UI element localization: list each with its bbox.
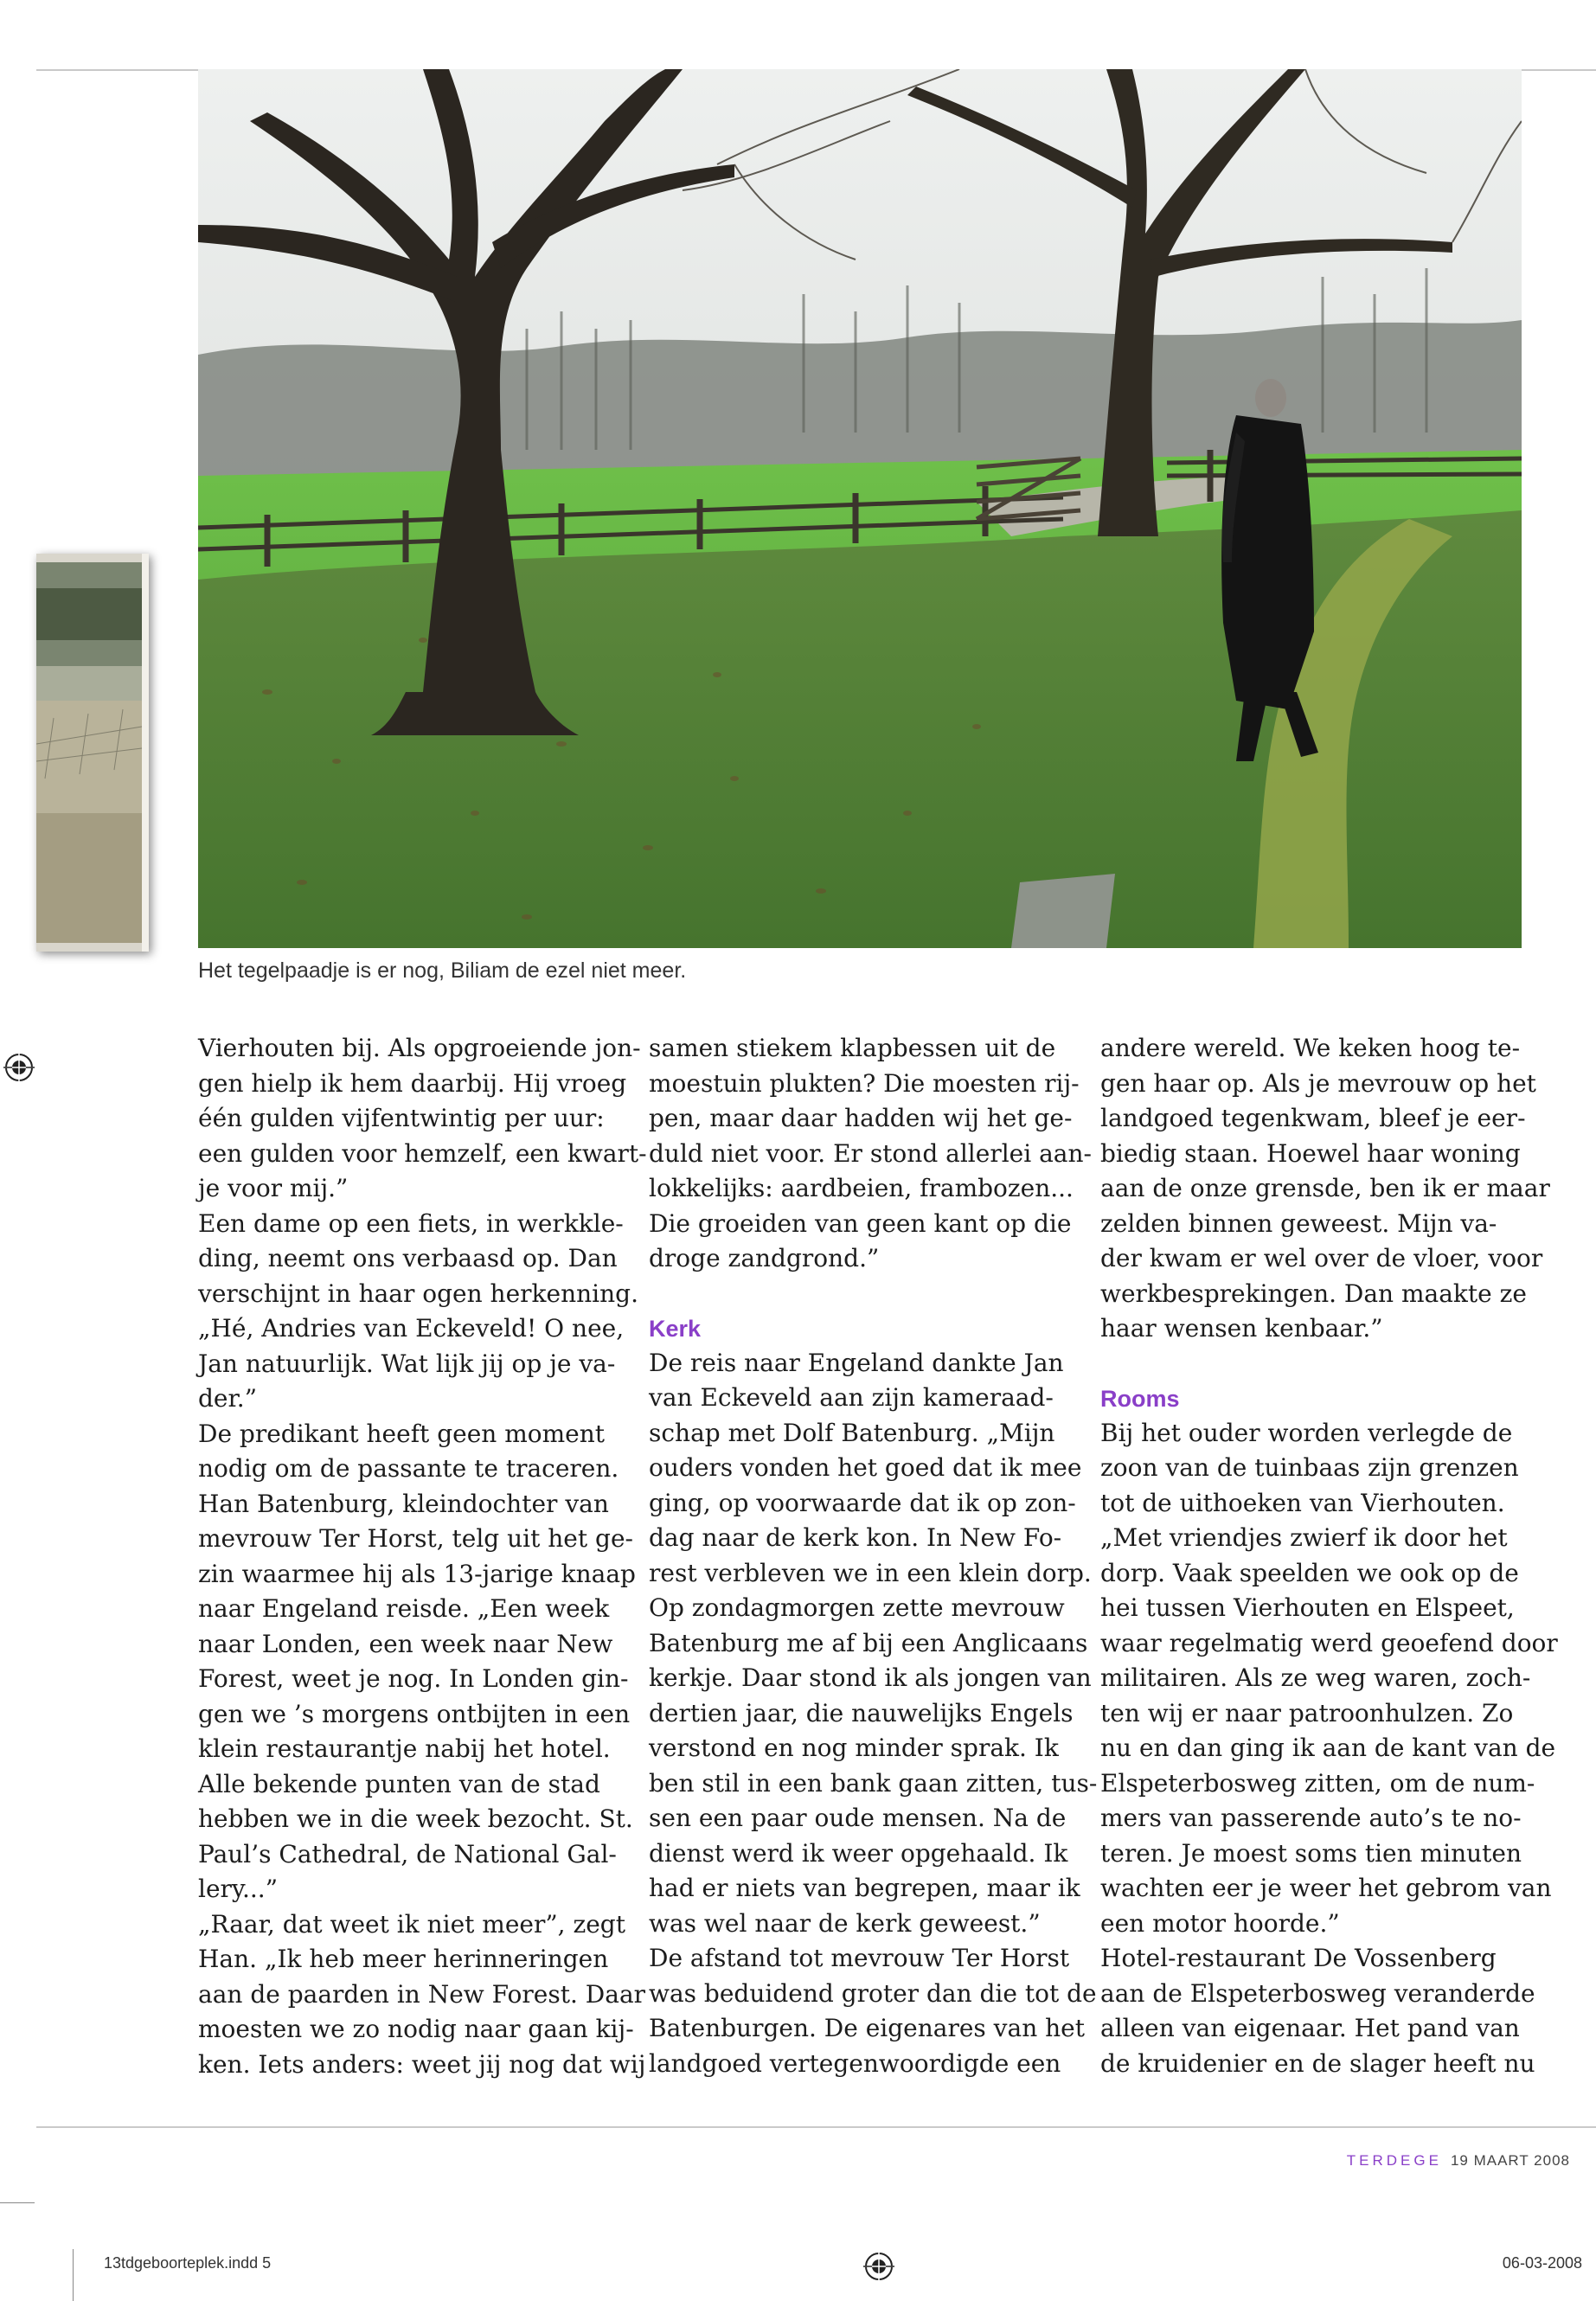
text-line: een motor hoorde.” (1100, 1908, 1340, 1938)
text-line: zin waarmee hij als 13-jarige knaap (198, 1559, 636, 1588)
text-line: naar Engeland reisde. „Een week (198, 1594, 610, 1623)
text-line: moesten we zo nodig naar gaan kij- (198, 2015, 634, 2043)
text-line: Batenburg me af bij een Anglicaans (649, 1628, 1088, 1657)
slug-filename: 13tdgeboorteplek.indd 5 (104, 2254, 272, 2272)
text-line: „Hé, Andries van Eckeveld! O nee, (198, 1314, 625, 1343)
text-line: gen haar op. Als je mevrouw op het (1100, 1068, 1536, 1098)
text-line: rest verbleven we in een klein dorp. (649, 1558, 1092, 1587)
paragraph (1100, 1031, 1550, 1347)
text-line: verstond en nog minder sprak. Ik (649, 1734, 1059, 1762)
crop-mark (73, 2249, 74, 2301)
text-line: aan de onze grensde, ben ik er maar (1100, 1174, 1550, 1202)
text-line: wachten eer je weer het gebrom van (1100, 1874, 1552, 1902)
paragraph (198, 1417, 635, 1907)
folio (1241, 2152, 1596, 2170)
text-line: duld niet voor. Er stond allerlei aan- (649, 1138, 1092, 1168)
text-line: lery...” (198, 1875, 279, 1903)
text-line: was wel naar de kerk geweest.” (649, 1908, 1041, 1938)
text-line: een gulden voor hemzelf, een kwart- (198, 1138, 647, 1168)
bottom-rule (36, 2126, 1596, 2128)
text-line: gen we ’s morgens ontbijten in een (198, 1699, 631, 1728)
text-line: militairen. Als ze weg waren, zoch- (1100, 1663, 1531, 1692)
text-line: Han Batenburg, kleindochter van (198, 1489, 609, 1518)
photo-caption: Het tegelpaadje is er nog, Biliam de ezel niet meer. (198, 958, 687, 983)
text-line: ging, op voorwaarde dat ik op zon- (649, 1488, 1076, 1517)
text-line: der.” (198, 1384, 258, 1413)
text-line: ouders vonden het goed dat ik mee (649, 1453, 1082, 1482)
text-line: Forest, weet je nog. In Londen gin- (198, 1664, 629, 1693)
text-line: hebben we in die week bezocht. St. (198, 1804, 633, 1833)
text-line: de kruidenier en de slager heeft nu (1100, 2048, 1535, 2078)
text-line: van Eckeveld aan zijn kameraad- (649, 1383, 1054, 1412)
text-line: alleen van eigenaar. Het pand van (1100, 2014, 1520, 2042)
text-line: Alle bekende punten van de stad (198, 1769, 600, 1798)
text-line: mevrouw Ter Horst, telg uit het ge- (198, 1524, 633, 1553)
text-line: kerkje. Daar stond ik als jongen van (649, 1663, 1092, 1692)
issue-date: 19 MAART 2008 (1450, 2152, 1570, 2169)
text-line: nodig om de passante te traceren. (198, 1454, 619, 1483)
slug-date: 06-03-2008 (1502, 2254, 1582, 2272)
text-line: was beduidend groter dan die tot de (649, 1978, 1097, 2008)
text-line: De reis naar Engeland dankte Jan (649, 1348, 1064, 1377)
text-line: Elspeterbosweg zitten, om de num- (1100, 1768, 1535, 1798)
text-line: Bij het ouder worden verlegde de (1100, 1418, 1513, 1447)
text-column-3 (1100, 1031, 1558, 2081)
paragraph (649, 1941, 1097, 2081)
text-line: ding, neemt ons verbaasd op. Dan (198, 1244, 618, 1272)
text-line: der kwam er wel over de vloer, voor (1100, 1244, 1543, 1272)
text-line: hei tussen Vierhouten en Elspeet, (1100, 1593, 1515, 1622)
registration-mark-icon (863, 2251, 894, 2282)
text-line: tot de uithoeken van Vierhouten. (1100, 1488, 1505, 1517)
text-line: teren. Je moest soms tien minuten (1100, 1838, 1522, 1868)
text-line: ben stil in een bank gaan zitten, tus- (649, 1768, 1098, 1798)
text-line: aan de paarden in New Forest. Daar (198, 1979, 646, 2009)
paragraph (1100, 1416, 1558, 1942)
park-photo (198, 69, 1522, 948)
text-line: naar Londen, een week naar New (198, 1629, 613, 1658)
text-line: aan de Elspeterbosweg veranderde (1100, 1978, 1535, 2008)
paragraph (198, 1207, 638, 1417)
text-line: had er niets van begrepen, maar ik (649, 1874, 1080, 1902)
text-line: nu en dan ging ik aan de kant van de (1100, 1734, 1556, 1762)
text-line: Batenburgen. De eigenares van het (649, 2014, 1085, 2042)
text-line: De predikant heeft geen moment (198, 1419, 606, 1448)
text-line: dorp. Vaak speelden we ook op de (1100, 1558, 1519, 1587)
text-line: werkbesprekingen. Dan maakte ze (1100, 1279, 1527, 1308)
paragraph (198, 1031, 647, 1207)
text-line: „Met vriendjes zwierf ik door het (1100, 1523, 1508, 1552)
text-line: pen, maar daar hadden wij het ge- (649, 1104, 1073, 1132)
text-line: waar regelmatig werd geoefend door (1100, 1628, 1558, 1657)
text-line: Han. „Ik heb meer herinneringen (198, 1945, 609, 1973)
text-line: dertien jaar, die nauwelijks Engels (649, 1698, 1074, 1727)
paragraph (1100, 1941, 1537, 2081)
text-line: landgoed tegenkwam, bleef je eer- (1100, 1104, 1526, 1132)
paragraph (198, 1907, 646, 2083)
text-line: De afstand tot mevrouw Ter Horst (649, 1944, 1070, 1972)
text-line: één gulden vijfentwintig per uur: (198, 1104, 605, 1132)
text-line: Paul’s Cathedral, de National Gal- (198, 1839, 617, 1868)
text-line: mers van passerende auto’s te no- (1100, 1804, 1522, 1832)
text-line: ken. Iets anders: weet jij nog dat wij (198, 2049, 646, 2079)
text-line: „Raar, dat weet ik niet meer”, zegt (198, 1909, 625, 1939)
text-line: Jan natuurlijk. Wat lijk jij op je va- (198, 1349, 616, 1378)
section-heading: Rooms (1100, 1385, 1180, 1412)
text-line: landgoed vertegenwoordigde een (649, 2048, 1061, 2078)
paragraph (649, 1031, 1092, 1277)
text-line: sen een paar oude mensen. Na de (649, 1804, 1067, 1832)
text-line: haar wensen kenbaar.” (1100, 1314, 1383, 1343)
registration-mark-icon (3, 1052, 35, 1083)
text-line: Vierhouten bij. Als opgroeiende jon- (198, 1034, 641, 1062)
paragraph (649, 1346, 1098, 1942)
text-line: Die groeiden van geen kant op die (649, 1208, 1072, 1238)
text-line: dienst werd ik weer opgehaald. Ik (649, 1838, 1068, 1868)
text-line: je voor mij.” (198, 1174, 349, 1202)
text-line: andere wereld. We keken hoog te- (1100, 1034, 1521, 1062)
text-line: moestuin plukten? Die moesten rij- (649, 1068, 1080, 1098)
text-line: samen stiekem klapbessen uit de (649, 1034, 1056, 1062)
text-line: droge zandgrond.” (649, 1244, 880, 1272)
text-line: dag naar de kerk kon. In New Fo- (649, 1523, 1062, 1552)
text-line: zelden binnen geweest. Mijn va- (1100, 1208, 1497, 1238)
inset-photo (36, 554, 149, 952)
text-line: lokkelijks: aardbeien, frambozen... (649, 1174, 1074, 1202)
text-line: gen hielp ik hem daarbij. Hij vroeg (198, 1068, 627, 1098)
text-line: Op zondagmorgen zette mevrouw (649, 1593, 1065, 1622)
section-heading: Kerk (649, 1315, 702, 1342)
text-column-1 (198, 1031, 647, 2082)
text-column-2 (649, 1031, 1098, 2081)
text-line: schap met Dolf Batenburg. „Mijn (649, 1418, 1055, 1447)
text-line: Een dame op een fiets, in werkkle- (198, 1208, 624, 1238)
text-line: zoon van de tuinbaas zijn grenzen (1100, 1453, 1519, 1482)
crop-mark (0, 2202, 35, 2203)
text-line: klein restaurantje nabij het hotel. (198, 1734, 611, 1763)
magazine-name: TERDEGE (1346, 2152, 1442, 2169)
text-line: Hotel-restaurant De Vossenberg (1100, 1944, 1497, 1972)
text-line: verschijnt in haar ogen herkenning. (198, 1279, 638, 1308)
text-line: ten wij er naar patroonhulzen. Zo (1100, 1698, 1514, 1727)
text-line: biedig staan. Hoewel haar woning (1100, 1138, 1521, 1168)
